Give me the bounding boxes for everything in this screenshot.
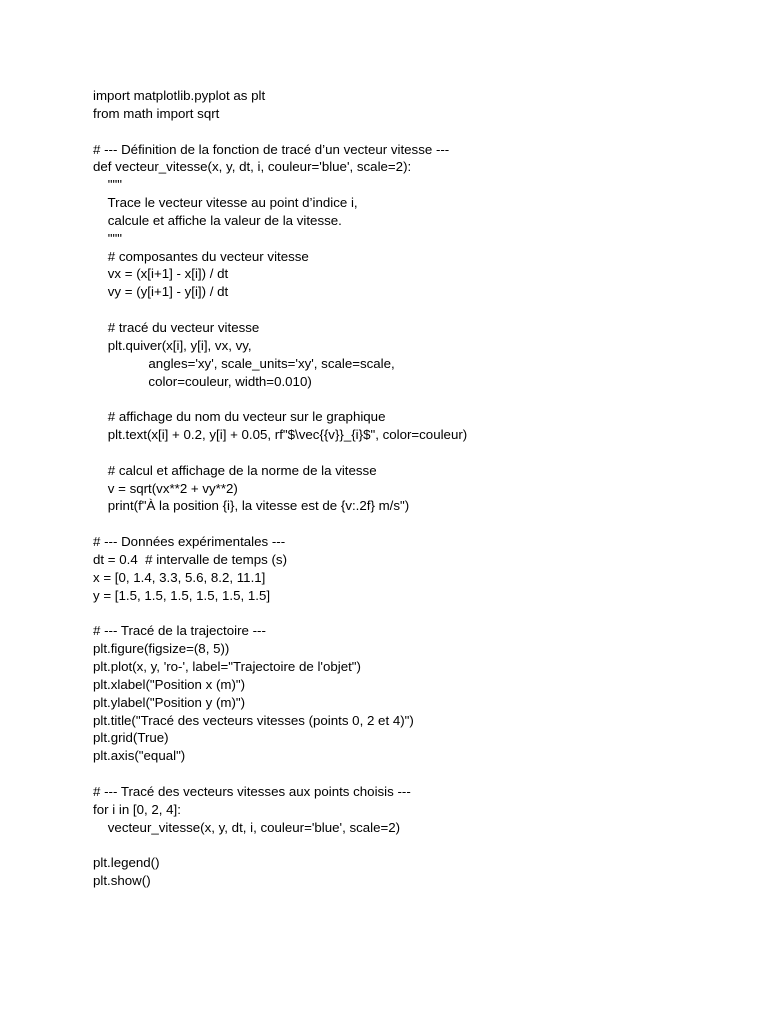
code-line: print(f"À la position {i}, la vitesse est de {v:.2f} m/s") xyxy=(93,498,410,514)
code-line: # affichage du nom du vecteur sur le graphique xyxy=(93,409,386,425)
code-line: # calcul et affichage de la norme de la vitesse xyxy=(93,462,377,478)
code-line xyxy=(93,765,753,783)
code-line xyxy=(93,390,753,408)
code-line: plt.axis("equal") xyxy=(93,748,186,764)
code-line: y = [1.5, 1.5, 1.5, 1.5, 1.5, 1.5] xyxy=(93,587,271,603)
code-line xyxy=(93,444,753,462)
code-line: x = [0, 1.4, 3.3, 5.6, 8.2, 11.1] xyxy=(93,569,266,585)
code-line: plt.figure(figsize=(8, 5)) xyxy=(93,641,230,657)
code-line: def vecteur_vitesse(x, y, dt, i, couleur='blue', scale=2): xyxy=(93,159,412,175)
code-line: import matplotlib.pyplot as plt xyxy=(93,88,266,103)
code-listing xyxy=(93,87,753,890)
code-line: plt.xlabel("Position x (m)") xyxy=(93,676,246,692)
code-line: # composantes du vecteur vitesse xyxy=(93,248,309,264)
code-line: # --- Tracé des vecteurs vitesses aux points choisis --- xyxy=(93,783,411,799)
code-line: dt = 0.4 # intervalle de temps (s) xyxy=(93,551,288,567)
code-line xyxy=(93,604,753,622)
code-line: # tracé du vecteur vitesse xyxy=(93,319,260,335)
code-line: plt.title("Tracé des vecteurs vitesses (points 0, 2 et 4)") xyxy=(93,712,414,728)
code-line: color=couleur, width=0.010) xyxy=(93,373,312,389)
code-line: v = sqrt(vx**2 + vy**2) xyxy=(93,480,238,496)
code-line: plt.text(x[i] + 0.2, y[i] + 0.05, rf"$\vec{{v}}_{i}$", color=couleur) xyxy=(93,427,468,443)
code-line: # --- Définition de la fonction de tracé d’un vecteur vitesse --- xyxy=(93,141,450,157)
code-line: # --- Tracé de la trajectoire --- xyxy=(93,623,266,639)
code-line: plt.show() xyxy=(93,873,151,889)
code-line: # --- Données expérimentales --- xyxy=(93,534,286,550)
code-line: calcule et affiche la valeur de la vitesse. xyxy=(93,212,342,228)
code-line: plt.quiver(x[i], y[i], vx, vy, xyxy=(93,337,252,353)
code-line: plt.legend() xyxy=(93,855,160,871)
code-line: for i in [0, 2, 4]: xyxy=(93,801,181,817)
code-line: plt.plot(x, y, 'ro-', label="Trajectoire de l'objet") xyxy=(93,659,361,674)
code-line: from math import sqrt xyxy=(93,105,220,121)
code-line: """ xyxy=(93,177,122,193)
code-line: plt.ylabel("Position y (m)") xyxy=(93,694,246,710)
code-line: Trace le vecteur vitesse au point d’indice i, xyxy=(93,195,358,211)
code-line: plt.grid(True) xyxy=(93,730,169,746)
code-line: """ xyxy=(93,230,122,246)
code-line xyxy=(93,301,753,319)
code-line: vy = (y[i+1] - y[i]) / dt xyxy=(93,284,229,300)
code-line xyxy=(93,515,753,533)
code-line xyxy=(93,123,753,141)
code-line: vx = (x[i+1] - x[i]) / dt xyxy=(93,266,229,282)
code-line xyxy=(93,836,753,854)
code-line: angles='xy', scale_units='xy', scale=scale, xyxy=(93,355,395,371)
code-line: vecteur_vitesse(x, y, dt, i, couleur='blue', scale=2) xyxy=(93,819,401,835)
